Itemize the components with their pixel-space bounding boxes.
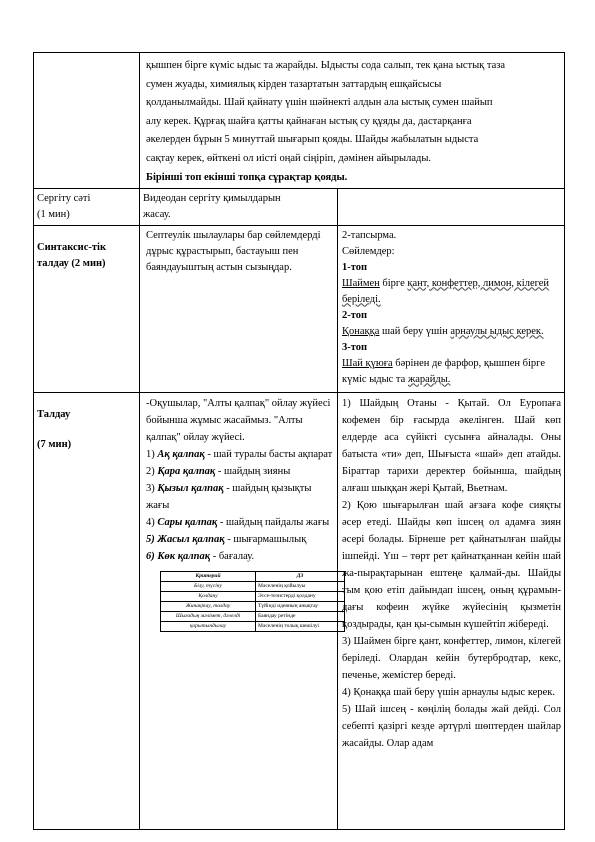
criteria-desc: Түйінді идеяның анықтау — [256, 601, 345, 611]
text-line: қолданылмайды. Шай қайнату үшін шәйнекті алдын ала ыстық сумен шайып — [146, 97, 493, 108]
sintaksis-desc-cell — [140, 225, 338, 392]
criteria-header: ДЗ — [256, 571, 345, 581]
answer-paragraph: 3) Шаймен бірге қант, конфеттер, лимон, кілегей беріледі. Олардан кейін бутербродтар, кекс, печенье, жемістер береді. — [342, 635, 561, 681]
subject: Шай қүюға — [342, 357, 393, 369]
group-sentence: Шаймен бірге қант, конфеттер, лимон, кілегей беріледі. — [342, 277, 550, 305]
hat-item: 2) Қара қалпақ - шайдың зияны — [146, 465, 291, 477]
criteria-desc: Эссе-тезистерді қолдану — [256, 591, 345, 601]
criteria-row — [161, 621, 345, 631]
hat-name: Қызыл қалпақ — [157, 482, 224, 494]
sintaksis-task-cell — [338, 225, 565, 392]
hat-name: Ақ қалпақ — [157, 448, 205, 460]
subject: Қонаққа — [342, 325, 380, 337]
answer-paragraph: 5) Шай ішсең - көңілің болады жай дейді. Сол себепті қазіргі кезде әртүрлі шөптерден шайлар жасайды. Олар адам — [342, 703, 561, 749]
criteria-name: Шығадың мәлімет, дәлелді — [161, 611, 256, 621]
predicate: арнаулы ыдыс керек. — [450, 325, 544, 337]
text-line: алу керек. Құрғақ шайға қатты қайнаған ыстық су құяды да, дастарқанға — [146, 115, 472, 127]
criteria-name: Жинақтау, талдау — [161, 601, 256, 611]
taldau-row — [34, 392, 565, 829]
hat-item: 1) Ақ қалпақ - шай туралы басты ақпарат — [146, 448, 333, 460]
criteria-header-row — [161, 571, 345, 581]
sentences-label: Сөйлемдер: — [342, 245, 395, 257]
answer-paragraph: 1) Шайдың Отаны - Қытай. Ол Еуропаға кофемен бір ғасырда әкелінген. Шай көп елдерде аса сүйікті сусынға айналады. Оны батыста «ти» деп, Шығыста «шай» деп атайды. Біраттар тарихи деректер бойынша, шайдың алғаш шыққан жері Қытай, Вьетнам. — [342, 397, 561, 494]
taldau-desc-cell — [140, 392, 338, 829]
stage-label: Сергіту сәті — [37, 192, 91, 204]
text-line: қышпен бірге күміс ыдыс та жарайды. Ыдысты сода салып, тек қана ыстық таза — [146, 60, 506, 71]
answer-paragraph: 2) Қою шығарылған шай ағзаға кофе сияқты әсер етеді. Шайды көп ішсең ол адамға зиян әсері болады. Бірнеше рет қайнатылған шайды ішпейді. Үш – төрт рет қайнатқаннан кейін шай жа-пырақтарынан ештеңе қалмай-ды. Шайды тым қою етіп дайындап ішсең, оның құрамын-дағы кофеин жүйке жүйесінің қызметін қоздырады, қан қы-сымын күшейтіп жібереді. — [342, 499, 561, 630]
criteria-name: Қолдану — [161, 591, 256, 601]
criteria-name: қорытындылау — [161, 621, 256, 631]
task-title: 2-тапсырма. — [342, 229, 397, 241]
stage-desc: Видеодан сергіту қимылдарын — [143, 192, 281, 204]
hat-name: Көк қалпақ — [157, 550, 211, 562]
hat-name: Сары қалпақ — [157, 516, 218, 528]
hat-item: 5) Жасыл қалпақ - шығармашылық — [146, 533, 307, 545]
stage-time: (1 мин) — [37, 208, 70, 220]
group-sentence: Қонаққа шай беру үшін арнаулы ыдыс керек. — [342, 325, 544, 337]
criteria-name: Білу, түсіну — [161, 581, 256, 591]
text-line: сақтау керек, өйткені ол иісті оңай сіңіріп, дәмінен айырылады. — [146, 152, 432, 164]
sintaksis-label-cell — [34, 225, 140, 392]
predicate: жарайды. — [407, 373, 451, 385]
stage-intro: -Оқушылар, "Алты қалпақ" ойлау жүйесі бойынша жұмыс жасаймыз. "Алты қалпақ" ойлау жүйесі. — [146, 397, 331, 443]
criteria-row — [161, 601, 345, 611]
sergitu-row — [34, 188, 565, 225]
criteria-table — [160, 571, 345, 632]
continuation-text-cell — [140, 53, 565, 189]
task-instruction: Бірінші топ екінші топқа сұрақтар қояды. — [146, 172, 348, 183]
criteria-header: Критерий — [161, 571, 256, 581]
answer-paragraph: 4) Қонаққа шай беру үшін арнаулы ыдыс керек. — [342, 686, 555, 698]
empty-cell — [338, 188, 565, 225]
empty-cell — [34, 53, 140, 189]
criteria-desc: Мәселенің толық шешілуі — [256, 621, 345, 631]
sintaksis-row — [34, 225, 565, 392]
stage-desc: жасау. — [143, 208, 171, 220]
stage-label: Талдау — [37, 408, 71, 420]
taldau-answers-cell — [338, 392, 565, 829]
group-sentence: Шай қүюға бәрінен де фарфор, қышпен бірге күміс ыдыс та жарайды. — [342, 357, 545, 385]
hat-item: 6) Көк қалпақ - бағалау. — [146, 550, 255, 562]
hat-item: 3) Қызыл қалпақ - шайдың қызықты жағы — [146, 482, 312, 511]
hat-item: 4) Сары қалпақ - шайдың пайдалы жағы — [146, 516, 330, 528]
criteria-row — [161, 591, 345, 601]
stage-label: Синтаксис-тік талдау (2 мин) — [37, 241, 106, 269]
group-title: 1-топ — [342, 261, 368, 273]
criteria-row — [161, 611, 345, 621]
hat-name: Жасыл қалпақ — [157, 533, 225, 545]
sergitu-label-cell — [34, 188, 140, 225]
stage-time: (7 мин) — [37, 438, 72, 450]
subject: Шаймен — [342, 277, 380, 289]
criteria-row — [161, 581, 345, 591]
text-line: сумен жуады, химиялық кірден тазартатын заттардың ешқайсысы — [146, 78, 442, 90]
criteria-desc: Баяндау ретінде — [256, 611, 345, 621]
criteria-desc: Мәселенің қойылуы — [256, 581, 345, 591]
text-line: әкелерден бұрын 5 минуттай шығарып қояды. Шайды жабылатын ыдыста — [146, 134, 479, 145]
stage-desc: Септеулік шылаулары бар сөйлемдерді дұрыс құрастырып, бастауыш пен баяндауыштың астын сызыңдар. — [146, 229, 321, 273]
predicate: қант, конфеттер, лимон, кілегей беріледі. — [342, 277, 550, 305]
lesson-plan-table — [33, 52, 565, 830]
group-title: 3-топ — [342, 341, 368, 353]
group-title: 2-топ — [342, 309, 368, 321]
hat-name: Қара қалпақ — [157, 465, 216, 477]
continuation-row — [34, 53, 565, 189]
taldau-label-cell — [34, 392, 140, 829]
sergitu-desc-cell — [140, 188, 338, 225]
